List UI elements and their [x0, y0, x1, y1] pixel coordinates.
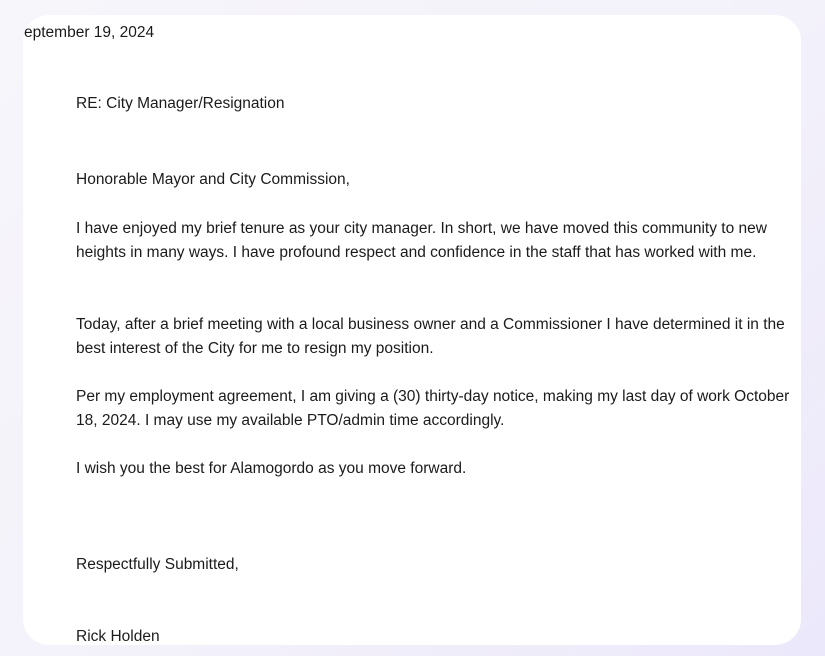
paragraph-notice: Per my employment agreement, I am giving a (30) thirty-day notice, making my last day of work October 18, 2024. I may use my available PTO/admin time accordingly.	[76, 388, 790, 429]
subject-line: RE: City Manager/Resignation	[76, 95, 285, 112]
paragraph-resignation: Today, after a brief meeting with a local business owner and a Commissioner I have determined it in the best interest of the City for me to resign my position.	[76, 316, 785, 357]
letter-date: eptember 19, 2024	[24, 24, 155, 41]
salutation: Honorable Mayor and City Commission,	[76, 171, 350, 188]
signature-name: Rick Holden	[76, 628, 160, 645]
paragraph-tenure: I have enjoyed my brief tenure as your city manager. In short, we have moved this community to new heights in many ways. I have profound respect and confidence in the staff that has worked with me.	[76, 220, 767, 261]
document-page	[23, 15, 801, 645]
paragraph-farewell: I wish you the best for Alamogordo as you move forward.	[76, 460, 467, 477]
closing: Respectfully Submitted,	[76, 556, 239, 573]
